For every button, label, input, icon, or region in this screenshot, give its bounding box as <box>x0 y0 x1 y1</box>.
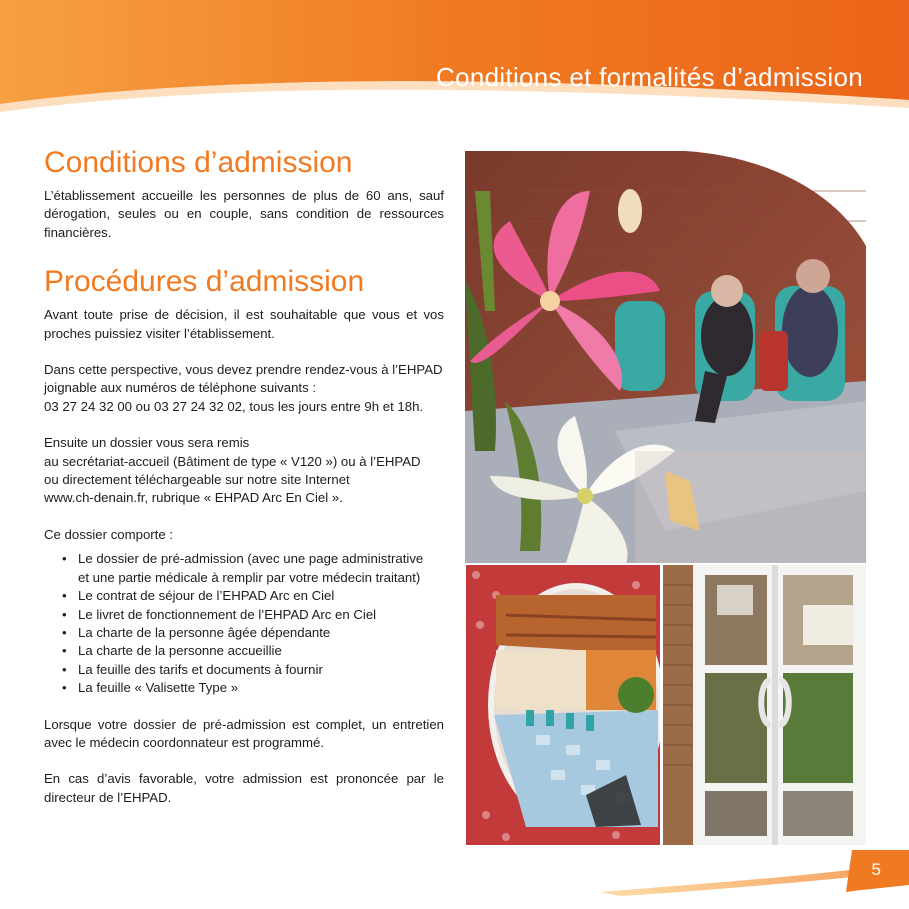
website-link[interactable]: www.ch-denain.fr, rubrique « EHPAD Arc En Ciel ». <box>44 490 343 506</box>
page-number: 5 <box>871 860 881 879</box>
photo-mirror-dining <box>466 565 660 845</box>
photo-lounge-flowers <box>465 151 866 563</box>
contact-paragraph <box>44 361 444 416</box>
list-item: • Le livret de fonctionnement de l’EHPAD Arc en Ciel <box>44 606 444 624</box>
list-item: • Le dossier de pré-admission (avec une page administrative et une partie médicale à remplir par votre médecin traitant) <box>44 550 444 587</box>
list-item: • La feuille des tarifs et documents à fournir <box>44 661 444 679</box>
decision-paragraph: En cas d’avis favorable, votre admission est prononcée par le directeur de l’EHPAD. <box>44 771 444 805</box>
footer-band <box>0 840 909 909</box>
dossier-list <box>44 550 444 697</box>
list-item: • La charte de la personne âgée dépendante <box>44 624 444 642</box>
phone-numbers: 03 27 24 32 00 ou 03 27 24 32 02, tous les jours entre 9h et 18h. <box>44 398 424 414</box>
dossier-line-2: au secrétariat-accueil (Bâtiment de type « V120 ») ou à l’EHPAD <box>44 453 421 469</box>
text-column <box>44 145 444 807</box>
contact-line-1: Dans cette perspective, vous devez prendre rendez-vous à l’EHPAD <box>44 362 443 378</box>
header-title: Conditions et formalités d’admission <box>436 62 863 92</box>
section-title-conditions: Conditions d’admission <box>44 146 353 179</box>
list-item: • La charte de la personne accueillie <box>44 642 444 660</box>
list-item: • La feuille « Valisette Type » <box>44 679 444 697</box>
contact-line-2: joignable aux numéros de téléphone suivants : <box>44 380 316 396</box>
photo-glass-doors <box>663 565 866 845</box>
section-title-procedures: Procédures d’admission <box>44 265 365 299</box>
interview-paragraph: Lorsque votre dossier de pré-admission est complet, un entretien avec le médecin coordonnateur est programmé. <box>44 716 444 750</box>
dossier-paragraph <box>44 434 444 508</box>
conditions-text: L’établissement accueille les personnes de plus de 60 ans, sauf dérogation, seules ou en couple, sans condition de ressources financières. <box>44 188 444 240</box>
dossier-contents-label: Ce dossier comporte : <box>44 526 173 542</box>
dossier-line-1: Ensuite un dossier vous sera remis <box>44 435 250 451</box>
procedures-intro: Avant toute prise de décision, il est souhaitable que vous et vos proches puissiez visiter l’établissement. <box>44 307 444 341</box>
dossier-line-3: ou directement téléchargeable sur notre site Internet <box>44 472 350 488</box>
list-item: • Le contrat de séjour de l’EHPAD Arc en Ciel <box>44 587 444 605</box>
